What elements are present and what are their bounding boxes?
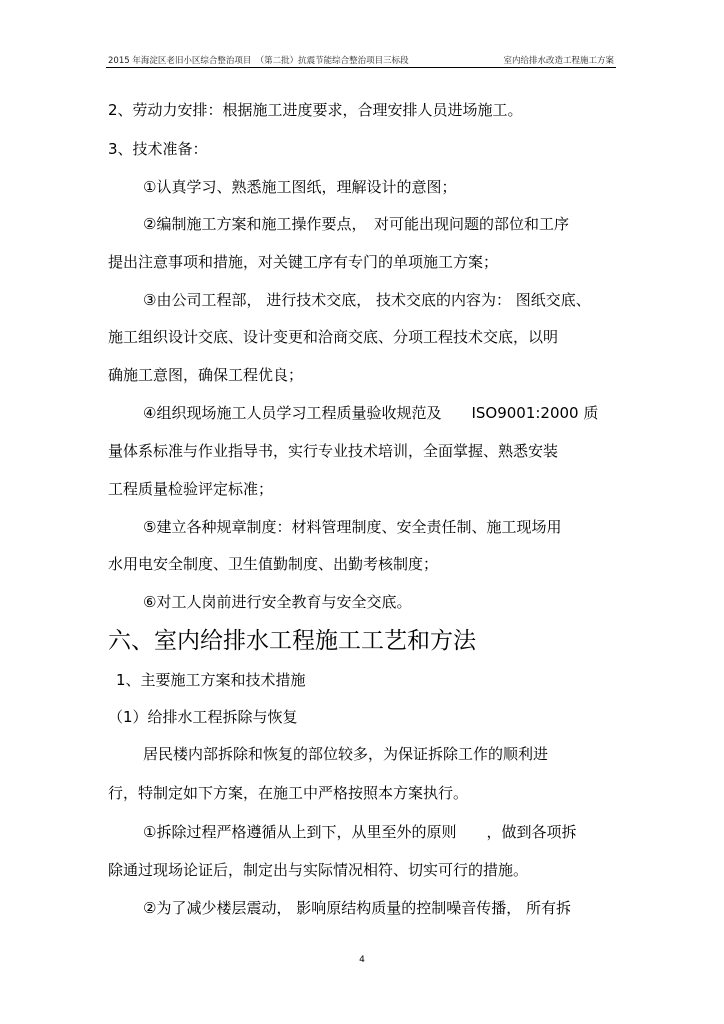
header-project-title: 2015 年海淀区老旧小区综合整治项目 （第二批）抗震节能综合整治项目三标段 [108, 56, 409, 66]
body-line: ③由公司工程部， 进行技术交底， 技术交底的内容为： 图纸交底、 [143, 291, 591, 309]
body-line: ④组织现场施工人员学习工程质量验收规范及 ISO9001:2000 质 [143, 404, 599, 422]
body-line: ⑤建立各种规章制度：材料管理制度、安全责任制、施工现场用 [143, 518, 562, 536]
body-line: ①认真学习、熟悉施工图纸，理解设计的意图； [143, 178, 457, 196]
body-line: 量体系标准与作业指导书，实行专业技术培训，全面掌握、熟悉安装 [108, 442, 559, 460]
body-line: 施工组织设计交底、设计变更和洽商交底、分项工程技术交底，以明 [108, 328, 559, 346]
body-line: 确施工意图，确保工程优良； [108, 366, 304, 384]
body-line: 提出注意事项和措施，对关键工序有专门的单项施工方案； [108, 253, 499, 271]
body-line: 3、技术准备： [108, 140, 208, 158]
body-line: ⑥对工人岗前进行安全教育与安全交底。 [143, 593, 412, 611]
subsection-heading: 1、主要施工方案和技术措施 [116, 671, 306, 689]
body-line: 除通过现场论证后，制定出与实际情况相符、切实可行的措施。 [108, 861, 529, 879]
header-rule [106, 67, 616, 68]
page-header [106, 52, 616, 68]
body-line: ②编制施工方案和施工操作要点， 对可能出现问题的部位和工序 [143, 215, 569, 233]
header-document-title: 室内给排水改造工程施工方案 [503, 56, 614, 66]
body-line: 水用电安全制度、卫生值勤制度、出勤考核制度； [108, 555, 439, 573]
body-line: ①拆除过程严格遵循从上到下，从里至外的原则 ，做到各项拆 [143, 823, 577, 841]
body-line: 居民楼内部拆除和恢复的部位较多，为保证拆除工作的顺利进 [143, 745, 549, 763]
body-line: 工程质量检验评定标准； [108, 480, 274, 498]
subsection-heading: （1）给排水工程拆除与恢复 [108, 708, 298, 726]
body-line: 2、劳动力安排：根据施工进度要求，合理安排人员进场施工。 [108, 101, 523, 119]
page-number: 4 [359, 955, 365, 965]
section-heading: 六、室内给排水工程施工工艺和方法 [108, 628, 476, 654]
body-line: 行，特制定如下方案，在施工中严格按照本方案执行。 [108, 784, 469, 802]
body-line: ②为了减少楼层震动， 影响原结构质量的控制噪音传播， 所有拆 [143, 899, 571, 917]
